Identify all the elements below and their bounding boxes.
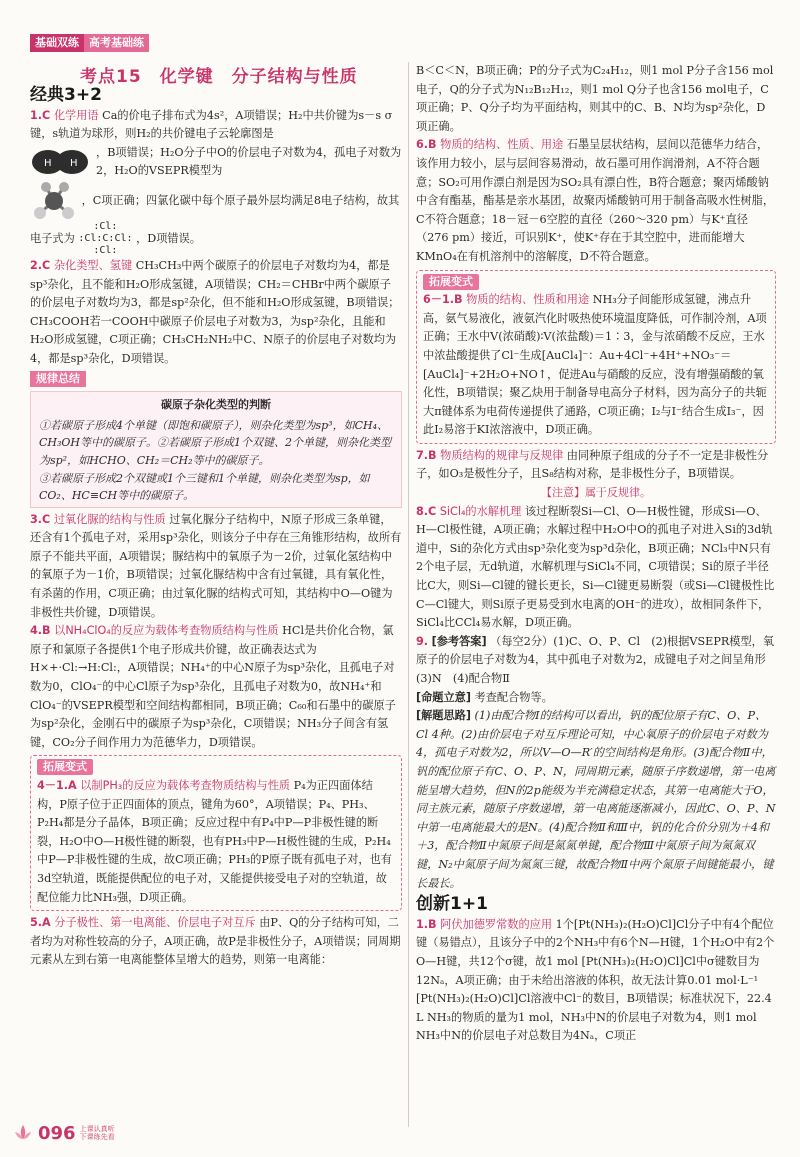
answer-1-text-b: ，B项错误；H₂O分子中O的价层电子对数为4，孤电子对数为2，H₂O的VSEPR模型为 xyxy=(96,145,402,178)
answer-8 xyxy=(416,503,776,633)
answer-8-number: 8.C xyxy=(416,504,437,518)
answer-8-keypoint: SiCl₄的水解机理 xyxy=(439,504,522,518)
answer-3 xyxy=(30,511,402,623)
extension-6-1-number: 6－1.B xyxy=(423,293,463,307)
right-column xyxy=(416,62,776,1046)
answer-1-keypoint: 化学用语 xyxy=(53,108,99,122)
extension-tag-4-1: 拓展变式 xyxy=(37,759,93,775)
answer-1-text-d: ，D项错误。 xyxy=(136,231,201,245)
innovation-answer-1-number: 1.B xyxy=(416,917,437,931)
answer-1-number: 1.C xyxy=(30,108,51,122)
answer-1-vsepr-row xyxy=(30,181,402,257)
answer-9-intent xyxy=(416,689,776,708)
answer-6-keypoint: 物质的结构、性质、用途 xyxy=(440,138,564,152)
answer-2-number: 2.C xyxy=(30,258,51,272)
answer-3-keypoint: 过氧化脲的结构与性质 xyxy=(53,512,166,526)
column-divider xyxy=(408,62,409,1127)
header-tag xyxy=(30,34,149,52)
h2-orbital-icon xyxy=(30,148,90,176)
rule-summary-1: ①若碳原子形成4个单键（即饱和碳原子），则杂化类型为sp³，如CH₄、CH₃OH等中的碳原子。②若碳原子形成1个双键、2个单键，则杂化类型为sp²，如HCHO、CH₂＝CH₂等中的碳原子。 xyxy=(39,418,392,467)
answer-9-idea xyxy=(416,707,776,893)
h2o-vsepr-model-icon xyxy=(30,181,78,221)
ccl4-mid: :Cl:C:Cl: xyxy=(78,232,133,244)
header-tag-right: 高考基础练 xyxy=(84,34,149,52)
extension-4-1-number: 4－1.A xyxy=(37,779,77,792)
innovation-answer-1-text: 1个[Pt(NH₃)₂(H₂O)Cl]Cl分子中有4个配位键（易错点），且该分子中的2个NH₃中有6个N—H键，1个H₂O中有2个O—H键，共12个σ键，故1 mol [Pt(NH₃)₂(H₂O)Cl]Cl中σ键数目为12Nₐ，A项正确；由于未给出溶液的体积，故无法计算0.01 mol·L⁻¹ [Pt(NH₃)₂(H₂O)Cl]Cl溶液中Cl⁻的数目，B项错误；标准状况下，22.4 L NH₃的物质的量为1 mol，NH₃中N的价层电子对数为4，则1 mol NH₃中N的价层电子对总数目为4Nₐ，C项正 xyxy=(416,917,775,1043)
answer-2 xyxy=(30,257,402,369)
answer-4-number: 4.B xyxy=(30,624,51,638)
answer-7-text: 由同种原子组成的分子不一定是非极性分子，如O₃是极性分子，且S₈结构对称，是非极性分子，B项错误。 xyxy=(416,448,769,481)
header-tag-left: 基础双练 xyxy=(30,34,84,52)
extension-6-1-text: NH₃分子间能形成氢键，沸点升高，氨气易液化，液氨汽化时吸热使环境温度降低，可作制冷剂，A项正确；王水中V(浓硝酸)∶V(浓盐酸)＝1∶3，金与浓硝酸不反应，王水中浓盐酸提供了Cl⁻生成[AuCl₄]⁻：Au+4Cl⁻+4H⁺+NO₃⁻＝[AuCl₄]⁻+2H₂O+NO↑，促进Au与硝酸的反应，没有增强硝酸的氧化性，B项错误；聚乙炔用于制备导电高分子材料，因为高分子的共轭大π键体系为电荷传递提供了通路，C项正确；I₂与I⁻结合生成I₃⁻，因此I₂易溶于KI浓溶液中，D项正确。 xyxy=(423,293,767,437)
ccl4-electron-formula xyxy=(78,221,132,257)
innovation-answer-1-keypoint: 阿伏加德罗常数的应用 xyxy=(440,917,553,931)
answer-8-text: 该过程断裂Si—Cl、O—H极性键，形成Si—O、H—Cl极性键，A项正确；水解过程中H₂O中O的孤电子对进入Si的3d轨道中，Si的杂化方式由sp³杂化变为sp³d杂化，B项正确；NCl₃中N只有2个电子层，无d轨道，水解机理与SiCl₄不同，C项错误；Si的原子半径比C大，则Si—Cl键的键长更长，Si—Cl键更易断裂（或Si—Cl键极性比C—Cl键大，则Si原子更易受到水电离的OH⁻的进攻），故相同条件下，SiCl₄比CCl₄易水解，D项正确。 xyxy=(416,504,775,630)
extension-4-1-keypoint: 以制PH₃的反应为载体考查物质结构与性质 xyxy=(80,779,291,792)
answer-3-number: 3.C xyxy=(30,512,51,526)
extension-box-4-1 xyxy=(30,755,402,911)
extension-box-6-1 xyxy=(416,270,776,444)
rule-summary-box xyxy=(30,391,402,508)
rule-summary-tag: 规律总结 xyxy=(30,371,86,387)
answer-6-number: 6.B xyxy=(416,138,437,152)
rule-summary-2: ③若碳原子形成2个双键或1个三键和1个单键，则杂化类型为sp，如CO₂、HC≡CH等中的碳原子。 xyxy=(39,471,370,503)
answer-2-text: CH₃CH₃中两个碳原子的价层电子对数均为4，都是sp³杂化，且不能和H₂O形成氢键，A项错误；CH₂＝CHBr中两个碳原子的价层电子对数均为3，都是sp²杂化，但不能和H₂O形成氢键，B项错误；CH₃COOH若一COOH中碳原子价层电子对数为3，为sp²杂化，且能和H₂O形成氢键，C项正确；CH₃CH₂NH₂中C、N原子的价层电子对数均为4，都是sp³杂化，D项错误。 xyxy=(30,258,400,365)
extension-6-1 xyxy=(423,291,769,440)
answer-5 xyxy=(30,914,402,970)
answer-5-continued: B＜C＜N，B项正确；P的分子式为C₂₄H₁₂，则1 mol P分子含156 mol电子，Q的分子式为N₁₂B₁₂H₁₂，则1 mol Q分子也含156 mol电子，C项正确；P、Q分子均为平面结构，则其中的C、B、N均为sp²杂化，D项正确。 xyxy=(416,64,774,133)
h2-orbital-label-a: H xyxy=(44,158,52,170)
answer-5-text: 由P、Q的分子结构可知，二者均为对称性较高的分子，A项正确，故P是非极性分子，A项错误；同周期元素从左到右第一电离能整体呈增大的趋势，则第一电离能： xyxy=(30,916,401,967)
innovation-answer-1 xyxy=(416,916,776,1046)
answer-1-text-a: Ca的价电子排布式为4s²，A项错误；H₂中共价键为s－s σ键，s轨道为球形，则H₂的共价键电子云轮廓图是 xyxy=(30,108,393,141)
answer-9-answer-label: [参考答案] xyxy=(431,634,487,648)
lotus-logo-icon xyxy=(12,1122,34,1144)
answer-9 xyxy=(416,633,776,689)
page-footer xyxy=(12,1122,115,1144)
rule-summary-title: 碳原子杂化类型的判断 xyxy=(161,398,271,412)
section-title-classic: 经典3+2 xyxy=(30,85,102,105)
page-title: 考点15 化学键 分子结构与性质 xyxy=(80,67,358,87)
footer-slogan-2: 下课练先看 xyxy=(79,1133,115,1141)
answer-9-intent-label: [命题立意] xyxy=(416,690,471,704)
answer-9-idea-text: (1)由配合物Ⅰ的结构可以看出，钒的配位原子有C、O、P、Cl 4种。(2)由价层电子对互斥理论可知，中心氧原子的价层电子对数为4，孤电子对数为2，所以V—O—R′的空间结构是角形。(3)配合物Ⅱ中，钒的配位原子有C、O、P、N，同周期元素，随原子序数递增，第一电离能呈增大趋势，但N的2p能级为半充满稳定状态，其第一电离能大于O，同主族元素，随原子序数递增，第一电离能逐渐减小，因此C、O、P、N中第一电离能最大的是N。(4)配合物Ⅱ和Ⅲ中，钒的化合价分别为＋4和＋3，配合物Ⅱ中氮原子间是氮氮单键，配合物Ⅲ中氮原子间为氮氮双键，N₂中氮原子间为氮氮三键，故配合物Ⅱ中两个氮原子间键能最小，键长最长。 xyxy=(416,709,776,890)
answer-1 xyxy=(30,107,402,144)
extension-6-1-keypoint: 物质的结构、性质和用途 xyxy=(466,293,590,307)
left-column xyxy=(30,84,402,970)
extension-4-1-text: P₄为正四面体结构，P原子位于正四面体的顶点，键角为60°，A项错误；P₄、PH₃、P₂H₄都是分子晶体，B项正确；反应过程中有P₄中P—P非极性键的断裂，H₂O中O—H极性键的断裂，也有PH₃中P—H极性键的生成，P₂H₄中P—P非极性键的生成，故C项正确；PH₃的P原子既有孤电子对，也有3d空轨道，既能提供配位的电子对，又能提供接受电子对的空轨道，故配位能力比NH₃强，D项正确。 xyxy=(37,779,392,904)
answer-2-keypoint: 杂化类型、氢键 xyxy=(53,258,133,272)
answer-9-number: 9. xyxy=(416,634,429,648)
answer-7 xyxy=(416,447,776,484)
answer-4 xyxy=(30,622,402,752)
answer-5-number: 5.A xyxy=(30,916,51,930)
ccl4-top: :Cl: xyxy=(93,220,118,232)
footer-slogan xyxy=(80,1125,115,1141)
ccl4-bot: :Cl: xyxy=(93,244,118,256)
answer-6 xyxy=(416,136,776,266)
h2-orbital-label-b: H xyxy=(70,158,78,170)
answer-3-text: 过氧化脲分子结构中，N原子形成三条单键，还含有1个孤电子对，采用sp³杂化，则该分子中存在三角锥形结构，故所有原子不能共平面，A项错误；脲结构中的氧原子为－2价，过氧化氢结构中的氧原子为－1价，B项错误；过氧化脲结构中含有过氧键，具有氧化性，有杀菌的作用，C项正确；由过氧化脲的结构式可知，其结构中O—O键为非极性共价键，D项错误。 xyxy=(30,512,402,619)
answer-9-answer: （每空2分）(1)C、O、P、Cl (2)根据VSEPR模型，氧原子的价层电子对数为4，其中孤电子对数为2，成键电子对之间呈角形 (3)N (4)配合物Ⅱ xyxy=(416,634,778,685)
page-number: 096 xyxy=(38,1122,76,1144)
answer-4-text: HCl是共价化合物，氯原子和氯原子各提供1个电子形成共价键，故正确表达式为H×+·Cl:→H:Cl:，A项错误；NH₄⁺的中心N原子为sp³杂化，且孤电子对数为0，ClO₄⁻的中心Cl原子为sp³杂化，且孤电子对数为0，故NH₄⁺和ClO₄⁻的VSEPR模型和空间结构都相同，B项正确；C₆₀和石墨中的碳原子为sp²杂化，金刚石中的碳原子为sp³杂化，C项错误；NH₃分子间含有氢键，CO₂分子间作用力为范德华力，D项错误。 xyxy=(30,624,396,749)
answer-7-keypoint: 物质结构的规律与反规律 xyxy=(440,448,564,462)
answer-4-keypoint: 以NH₄ClO₄的反应为载体考查物质结构与性质 xyxy=(54,624,279,638)
answer-5-keypoint: 分子极性、第一电离能、价层电子对互斥 xyxy=(54,916,256,930)
footer-slogan-1: 上课认真听 xyxy=(79,1125,115,1133)
extension-tag-6-1: 拓展变式 xyxy=(423,274,479,290)
answer-1-text-c: ，C项正确；四氯化碳中每个原子最外层均满足8电子结构，故其电子式为 xyxy=(30,193,400,245)
answer-7-number: 7.B xyxy=(416,448,437,462)
answer-6-text: 石墨呈层状结构，层间以范德华力结合，该作用力较小，层与层间容易滑动，故石墨可用作润滑剂，A不符合题意；SO₂可用作漂白剂是因为SO₂具有漂白性，B符合题意；聚丙烯酸钠中含有酯基，酯基是亲水基团，故聚丙烯酸钠可用于制备高吸水性树脂，C不符合题意；18－冠－6空腔的直径（260～320 pm）与K⁺直径（276 pm）接近，可识别K⁺，使K⁺存在于其空腔中，进而能增大KMnO₄在有机溶剂中的溶解度，D不符合题意。 xyxy=(416,138,775,263)
section-title-innovation: 创新1+1 xyxy=(416,894,488,915)
answer-9-idea-label: [解题思路] xyxy=(416,709,471,723)
extension-4-1 xyxy=(37,777,395,907)
answer-9-intent-text: 考查配合物等。 xyxy=(474,690,553,704)
answer-7-note: 【注意】属于反规律。 xyxy=(541,486,651,500)
answer-1-orbital-row xyxy=(30,144,402,181)
